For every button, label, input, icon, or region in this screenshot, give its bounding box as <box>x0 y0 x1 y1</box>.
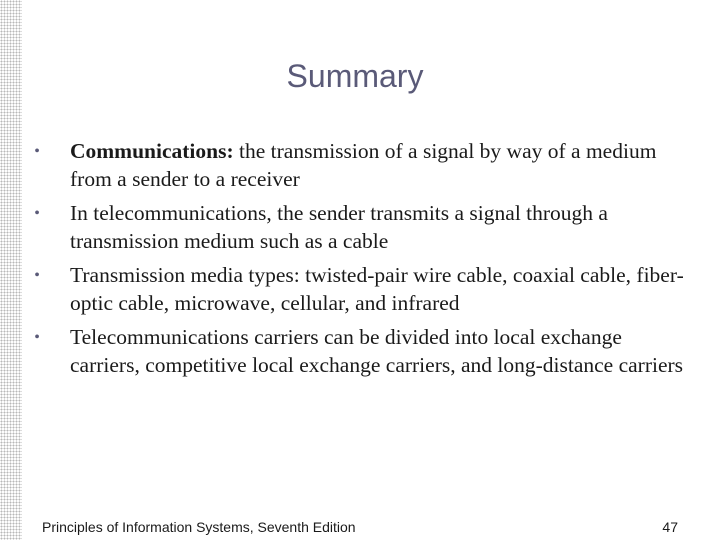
bullet-text: the transmission of a signal by way of a medium from a sender to a receiver <box>70 139 657 191</box>
bullet-icon: • <box>34 205 40 222</box>
bullet-list <box>28 138 688 386</box>
bullet-lead-text: Communications: <box>70 139 234 163</box>
dotted-border-decoration <box>0 0 22 540</box>
bullet-item <box>28 324 688 379</box>
bullet-item <box>28 138 688 193</box>
slide-title: Summary <box>286 58 424 94</box>
bullet-item <box>28 262 688 317</box>
bullet-item <box>28 200 688 255</box>
bullet-text: Transmission media types: twisted-pair wire cable, coaxial cable, fiber-optic cable, microwave, cellular, and infrared <box>70 263 684 315</box>
bullet-icon: • <box>34 267 40 284</box>
bullet-text: Telecommunications carriers can be divided into local exchange carriers, competitive local exchange carriers, and long-distance carriers <box>70 325 684 377</box>
bullet-icon: • <box>34 329 40 346</box>
bullet-icon: • <box>34 143 40 160</box>
footer-source: Principles of Information Systems, Seventh Edition <box>42 519 356 535</box>
page-number: 47 <box>662 519 678 535</box>
bullet-text: In telecommunications, the sender transmits a signal through a transmission medium such as a cable <box>70 201 608 253</box>
